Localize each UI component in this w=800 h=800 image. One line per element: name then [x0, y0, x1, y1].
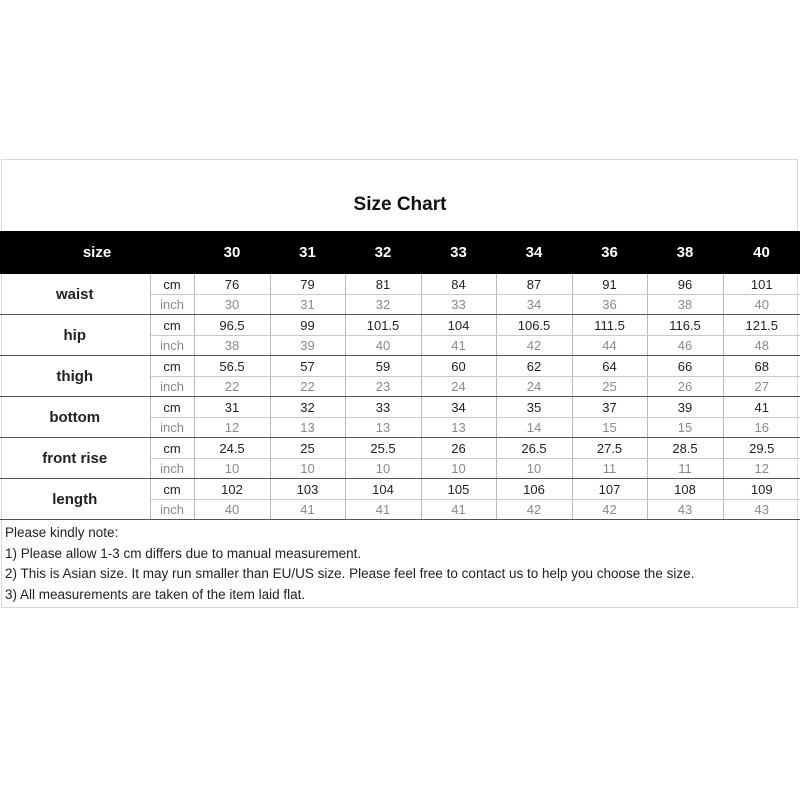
- cm-value-cell: 31: [194, 397, 270, 418]
- unit-label: inch: [150, 500, 194, 520]
- cm-value-cell: 66: [647, 356, 723, 377]
- cm-value-cell: 39: [647, 397, 723, 418]
- inch-value-cell: 44: [572, 336, 647, 356]
- unit-label: cm: [150, 315, 194, 336]
- measurement-label: front rise: [0, 438, 150, 479]
- unit-label: inch: [150, 418, 194, 438]
- unit-label: cm: [150, 397, 194, 418]
- inch-value-cell: 10: [421, 459, 496, 479]
- measurement-label: length: [0, 479, 150, 520]
- inch-value-cell: 46: [647, 336, 723, 356]
- inch-value-cell: 42: [496, 500, 572, 520]
- cm-value-cell: 101.5: [345, 315, 421, 336]
- size-header-cell: 33: [421, 231, 496, 274]
- inch-value-cell: 13: [345, 418, 421, 438]
- inch-value-cell: 33: [421, 295, 496, 315]
- inch-value-cell: 31: [270, 295, 345, 315]
- inch-value-cell: 41: [421, 500, 496, 520]
- note-line: 1) Please allow 1-3 cm differs due to manual measurement.: [5, 545, 362, 561]
- size-header-cell: 32: [345, 231, 421, 274]
- size-header-cell: 34: [496, 231, 572, 274]
- inch-value-cell: 12: [194, 418, 270, 438]
- inch-value-cell: 43: [647, 500, 723, 520]
- inch-value-cell: 15: [647, 418, 723, 438]
- cm-value-cell: 96: [647, 274, 723, 295]
- cm-value-cell: 60: [421, 356, 496, 377]
- table-row: [0, 397, 800, 418]
- inch-value-cell: 13: [270, 418, 345, 438]
- cm-value-cell: 37: [572, 397, 647, 418]
- inch-value-cell: 10: [496, 459, 572, 479]
- size-header-cell: 38: [647, 231, 723, 274]
- size-header-label: size: [0, 231, 194, 274]
- header-row: [0, 231, 800, 274]
- inch-value-cell: 38: [647, 295, 723, 315]
- cm-value-cell: 26: [421, 438, 496, 459]
- table-row: [0, 274, 800, 295]
- inch-value-cell: 25: [572, 377, 647, 397]
- inch-value-cell: 23: [345, 377, 421, 397]
- cm-value-cell: 108: [647, 479, 723, 500]
- table-row: [0, 356, 800, 377]
- inch-value-cell: 26: [647, 377, 723, 397]
- cm-value-cell: 81: [345, 274, 421, 295]
- cm-value-cell: 41: [723, 397, 800, 418]
- inch-value-cell: 38: [194, 336, 270, 356]
- cm-value-cell: 79: [270, 274, 345, 295]
- size-header-cell: 30: [194, 231, 270, 274]
- unit-label: cm: [150, 438, 194, 459]
- table-row: [0, 479, 800, 500]
- table-body: [0, 274, 800, 520]
- inch-value-cell: 12: [723, 459, 800, 479]
- measurement-label: thigh: [0, 356, 150, 397]
- inch-value-cell: 40: [345, 336, 421, 356]
- cm-value-cell: 103: [270, 479, 345, 500]
- cm-value-cell: 99: [270, 315, 345, 336]
- inch-value-cell: 40: [194, 500, 270, 520]
- cm-value-cell: 59: [345, 356, 421, 377]
- table-header: [0, 231, 800, 274]
- inch-value-cell: 13: [421, 418, 496, 438]
- notes: [5, 523, 694, 605]
- cm-value-cell: 84: [421, 274, 496, 295]
- cm-value-cell: 104: [345, 479, 421, 500]
- inch-value-cell: 41: [421, 336, 496, 356]
- table-row: [0, 315, 800, 336]
- measurement-label: bottom: [0, 397, 150, 438]
- cm-value-cell: 32: [270, 397, 345, 418]
- cm-value-cell: 111.5: [572, 315, 647, 336]
- cm-value-cell: 121.5: [723, 315, 800, 336]
- cm-value-cell: 116.5: [647, 315, 723, 336]
- cm-value-cell: 102: [194, 479, 270, 500]
- cm-value-cell: 56.5: [194, 356, 270, 377]
- size-header-cell: 40: [723, 231, 800, 274]
- inch-value-cell: 14: [496, 418, 572, 438]
- inch-value-cell: 22: [270, 377, 345, 397]
- note-line: 2) This is Asian size. It may run smaller than EU/US size. Please feel free to contact us to help you choose the size.: [5, 566, 695, 581]
- unit-label: inch: [150, 459, 194, 479]
- unit-label: cm: [150, 274, 194, 295]
- size-table: [0, 231, 800, 520]
- inch-value-cell: 10: [194, 459, 270, 479]
- inch-value-cell: 11: [647, 459, 723, 479]
- cm-value-cell: 109: [723, 479, 800, 500]
- cm-value-cell: 106: [496, 479, 572, 500]
- measurement-label: waist: [0, 274, 150, 315]
- inch-value-cell: 22: [194, 377, 270, 397]
- cm-value-cell: 96.5: [194, 315, 270, 336]
- unit-label: inch: [150, 377, 194, 397]
- cm-value-cell: 24.5: [194, 438, 270, 459]
- cm-value-cell: 68: [723, 356, 800, 377]
- unit-label: cm: [150, 479, 194, 500]
- chart-title: Size Chart: [353, 194, 447, 215]
- unit-label: inch: [150, 336, 194, 356]
- measurement-label: hip: [0, 315, 150, 356]
- inch-value-cell: 36: [572, 295, 647, 315]
- inch-value-cell: 41: [270, 500, 345, 520]
- cm-value-cell: 107: [572, 479, 647, 500]
- cm-value-cell: 28.5: [647, 438, 723, 459]
- inch-value-cell: 34: [496, 295, 572, 315]
- inch-value-cell: 42: [572, 500, 647, 520]
- inch-value-cell: 11: [572, 459, 647, 479]
- cm-value-cell: 27.5: [572, 438, 647, 459]
- note-line: Please kindly note:: [5, 525, 119, 540]
- cm-value-cell: 105: [421, 479, 496, 500]
- cm-value-cell: 76: [194, 274, 270, 295]
- cm-value-cell: 57: [270, 356, 345, 377]
- cm-value-cell: 34: [421, 397, 496, 418]
- note-line: 3) All measurements are taken of the item laid flat.: [5, 586, 306, 602]
- cm-value-cell: 87: [496, 274, 572, 295]
- cm-value-cell: 104: [421, 315, 496, 336]
- cm-value-cell: 106.5: [496, 315, 572, 336]
- inch-value-cell: 41: [345, 500, 421, 520]
- cm-value-cell: 35: [496, 397, 572, 418]
- inch-value-cell: 24: [421, 377, 496, 397]
- inch-value-cell: 30: [194, 295, 270, 315]
- inch-value-cell: 39: [270, 336, 345, 356]
- cm-value-cell: 62: [496, 356, 572, 377]
- inch-value-cell: 10: [345, 459, 421, 479]
- cm-value-cell: 26.5: [496, 438, 572, 459]
- cm-value-cell: 25: [270, 438, 345, 459]
- inch-value-cell: 16: [723, 418, 800, 438]
- cm-value-cell: 29.5: [723, 438, 800, 459]
- inch-value-cell: 15: [572, 418, 647, 438]
- inch-value-cell: 40: [723, 295, 800, 315]
- size-header-cell: 36: [572, 231, 647, 274]
- inch-value-cell: 42: [496, 336, 572, 356]
- cm-value-cell: 25.5: [345, 438, 421, 459]
- cm-value-cell: 91: [572, 274, 647, 295]
- size-header-cell: 31: [270, 231, 345, 274]
- cm-value-cell: 101: [723, 274, 800, 295]
- cm-value-cell: 33: [345, 397, 421, 418]
- table-row: [0, 438, 800, 459]
- unit-label: cm: [150, 356, 194, 377]
- inch-value-cell: 32: [345, 295, 421, 315]
- inch-value-cell: 10: [270, 459, 345, 479]
- unit-label: inch: [150, 295, 194, 315]
- inch-value-cell: 27: [723, 377, 800, 397]
- inch-value-cell: 48: [723, 336, 800, 356]
- inch-value-cell: 43: [723, 500, 800, 520]
- inch-value-cell: 24: [496, 377, 572, 397]
- cm-value-cell: 64: [572, 356, 647, 377]
